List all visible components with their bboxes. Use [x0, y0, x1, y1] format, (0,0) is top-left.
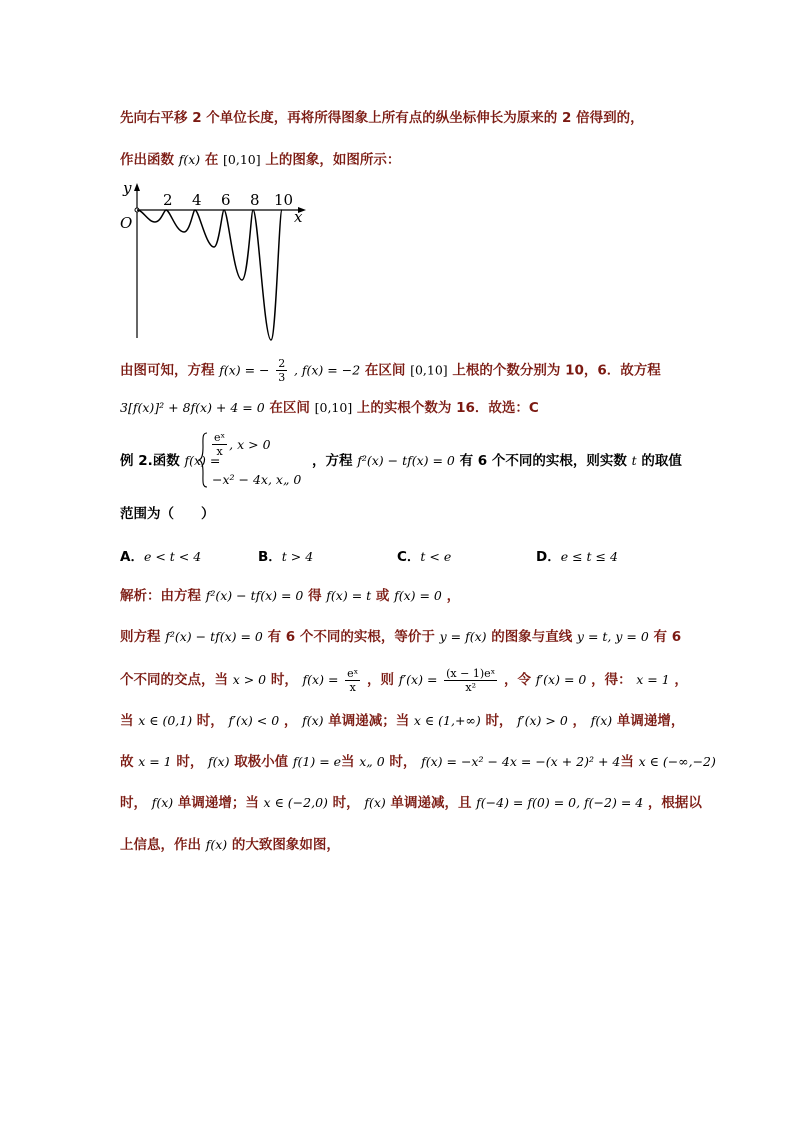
text: 时，	[176, 754, 204, 770]
text-line-2	[120, 150, 400, 170]
math: f(x)	[364, 795, 386, 810]
text: 单调递减，且	[390, 795, 472, 811]
math: f(x) = 0	[394, 588, 442, 603]
text-line-5b	[312, 451, 682, 471]
fraction	[444, 667, 497, 694]
text-line-6	[120, 504, 215, 524]
text: 取极小值	[234, 754, 289, 770]
math: x„ 0	[359, 754, 385, 769]
function-curve	[137, 210, 282, 340]
origin-label: O	[120, 214, 133, 232]
tick-label: 4	[192, 191, 202, 209]
left-brace	[198, 431, 208, 489]
fraction-denominator: x	[216, 445, 223, 458]
math: f(x) = −x² − 4x = −(x + 2)² + 4	[421, 754, 621, 769]
text: ，	[572, 713, 586, 729]
y-axis-label: y	[123, 180, 132, 197]
text: 先向右平移 2 个单位长度，再将所得图象上所有点的纵坐标伸长为原来的 2 倍得到的，	[120, 110, 644, 126]
fraction-denominator: 3	[278, 371, 286, 384]
fraction	[345, 667, 360, 694]
math: y = f(x)	[439, 629, 487, 644]
text: ，	[446, 588, 461, 604]
text-line-12	[120, 793, 702, 813]
text: 上根的个数分别为 10，6．故方程	[452, 362, 661, 379]
option-b	[258, 545, 313, 565]
math: f(1) = e	[292, 754, 342, 769]
text: ，方程	[312, 453, 353, 469]
text: 当	[620, 754, 634, 770]
math: f(x)	[205, 837, 228, 852]
tick-label: 8	[250, 191, 260, 209]
function-graph-figure	[118, 180, 318, 345]
text: 上的实根个数为 16．故选：C	[356, 400, 539, 416]
math: [0,10]	[223, 152, 261, 167]
option-label: C．	[397, 549, 421, 565]
option-label: A．	[120, 549, 144, 565]
text: 解析：由方程	[120, 588, 201, 604]
math: y = t, y = 0	[576, 629, 649, 644]
text: ，	[283, 713, 298, 729]
text: 时，	[332, 795, 360, 811]
math: f(x)	[178, 152, 201, 167]
text-line-9	[120, 666, 688, 694]
text: 得	[308, 588, 322, 604]
fraction-numerator: (x − 1)eˣ	[446, 666, 496, 680]
tick-label: 2	[163, 191, 173, 209]
text: ，则	[367, 672, 395, 688]
text: 例 2.函数	[120, 453, 180, 469]
math: f(x) =	[302, 672, 339, 687]
math: f(x) = t	[326, 588, 372, 603]
text-line-4	[120, 398, 539, 418]
option-label: B．	[258, 549, 282, 565]
piecewise-definition	[198, 431, 313, 489]
text-line-13	[120, 835, 340, 855]
math: f(x) = −	[219, 362, 270, 378]
text: 在区间	[269, 400, 310, 416]
text: 单调递减；当	[328, 713, 410, 729]
text: 时，	[120, 795, 147, 811]
fraction	[276, 357, 287, 384]
text: 则方程	[120, 629, 161, 645]
math: x ∈ (0,1)	[138, 713, 193, 728]
text: 在区间	[364, 362, 406, 379]
fraction-numerator: eˣ	[214, 431, 226, 444]
text: 的图象与直线	[491, 629, 573, 645]
text: 有 6 个不同的实根，等价于	[267, 629, 435, 645]
fraction-numerator: 2	[278, 357, 286, 370]
text: 时，	[196, 713, 224, 729]
text: ，	[674, 672, 688, 688]
math: e < t < 4	[143, 549, 202, 564]
text: 时，	[270, 672, 298, 688]
math: x > 0	[232, 672, 267, 687]
text: 个不同的交点，当	[120, 672, 228, 688]
text-line-3	[120, 357, 661, 384]
y-axis-arrow	[134, 183, 140, 191]
x-axis-label: x	[294, 208, 303, 226]
text: 的大致图象如图，	[231, 837, 340, 853]
math: f(x)	[208, 754, 230, 769]
text: ，令	[504, 672, 532, 688]
math: t	[631, 453, 637, 468]
math: f′(x) < 0	[228, 713, 280, 728]
option-d	[536, 545, 618, 565]
math: x = 1	[138, 754, 172, 769]
text: 或	[375, 588, 390, 604]
text: 在	[204, 152, 219, 168]
math: t > 4	[281, 549, 314, 564]
math: f′(x) =	[398, 672, 438, 687]
text: 有 6 个不同的实根，则实数	[459, 453, 627, 469]
option-label: D．	[536, 549, 561, 565]
math: x ∈ (−∞,−2)	[638, 754, 716, 769]
text: 时，	[485, 713, 513, 729]
fraction	[212, 431, 227, 458]
math: x = 1	[636, 672, 670, 687]
math: [0,10]	[314, 400, 353, 415]
math: f²(x) − tf(x) = 0	[165, 629, 263, 644]
fraction-denominator: x	[349, 680, 356, 694]
text-line-10	[120, 711, 684, 731]
text: 当	[341, 754, 355, 770]
tick-label: 6	[221, 191, 231, 209]
text: 时，	[389, 754, 417, 770]
math: f(−4) = f(0) = 0, f(−2) = 4	[476, 795, 644, 810]
math: x ∈ (−2,0)	[263, 795, 328, 810]
math: f²(x) − tf(x) = 0	[357, 453, 455, 468]
text: 上的图象，如图所示：	[265, 152, 401, 168]
text: 故	[120, 754, 134, 770]
text: 当	[120, 713, 134, 729]
text: 范围为（ ）	[120, 506, 215, 522]
option-a	[120, 545, 201, 565]
math: f′(x) = 0	[535, 672, 587, 687]
math: f(x)	[302, 713, 324, 728]
math: t < e	[420, 549, 452, 564]
text-line-7	[120, 586, 460, 606]
math: f(x) =	[184, 453, 221, 468]
text: 单调递增；当	[177, 795, 259, 811]
math: f(x)	[151, 795, 174, 810]
text: 作出函数	[120, 152, 174, 168]
math: 3[f(x)]² + 8f(x) + 4 = 0	[120, 400, 265, 415]
math: f′(x) > 0	[517, 713, 568, 728]
text-line-1	[120, 108, 644, 128]
text: 由图可知，方程	[120, 362, 215, 379]
text-line-8	[120, 627, 681, 647]
text: 有 6	[653, 629, 682, 645]
fraction-numerator: eˣ	[347, 666, 359, 680]
math: x ∈ (1,+∞)	[413, 713, 481, 728]
fraction-denominator: x²	[465, 680, 477, 694]
text: 的取值	[641, 453, 682, 469]
text: ，得：	[591, 672, 632, 688]
math: −x² − 4x, x„ 0	[212, 472, 302, 487]
text: ，根据以	[647, 795, 702, 811]
math: f²(x) − tf(x) = 0	[205, 588, 304, 603]
math: e ≤ t ≤ 4	[560, 549, 618, 564]
text: 单调递增，	[616, 713, 685, 729]
math: , x > 0	[229, 437, 271, 452]
text-line-11	[120, 752, 716, 772]
math: [0,10]	[410, 362, 448, 378]
text: 上信息，作出	[120, 837, 201, 853]
option-c	[397, 545, 451, 565]
math: , f(x) = −2	[293, 362, 361, 378]
math: f(x)	[590, 713, 613, 728]
tick-label: 10	[274, 191, 294, 209]
